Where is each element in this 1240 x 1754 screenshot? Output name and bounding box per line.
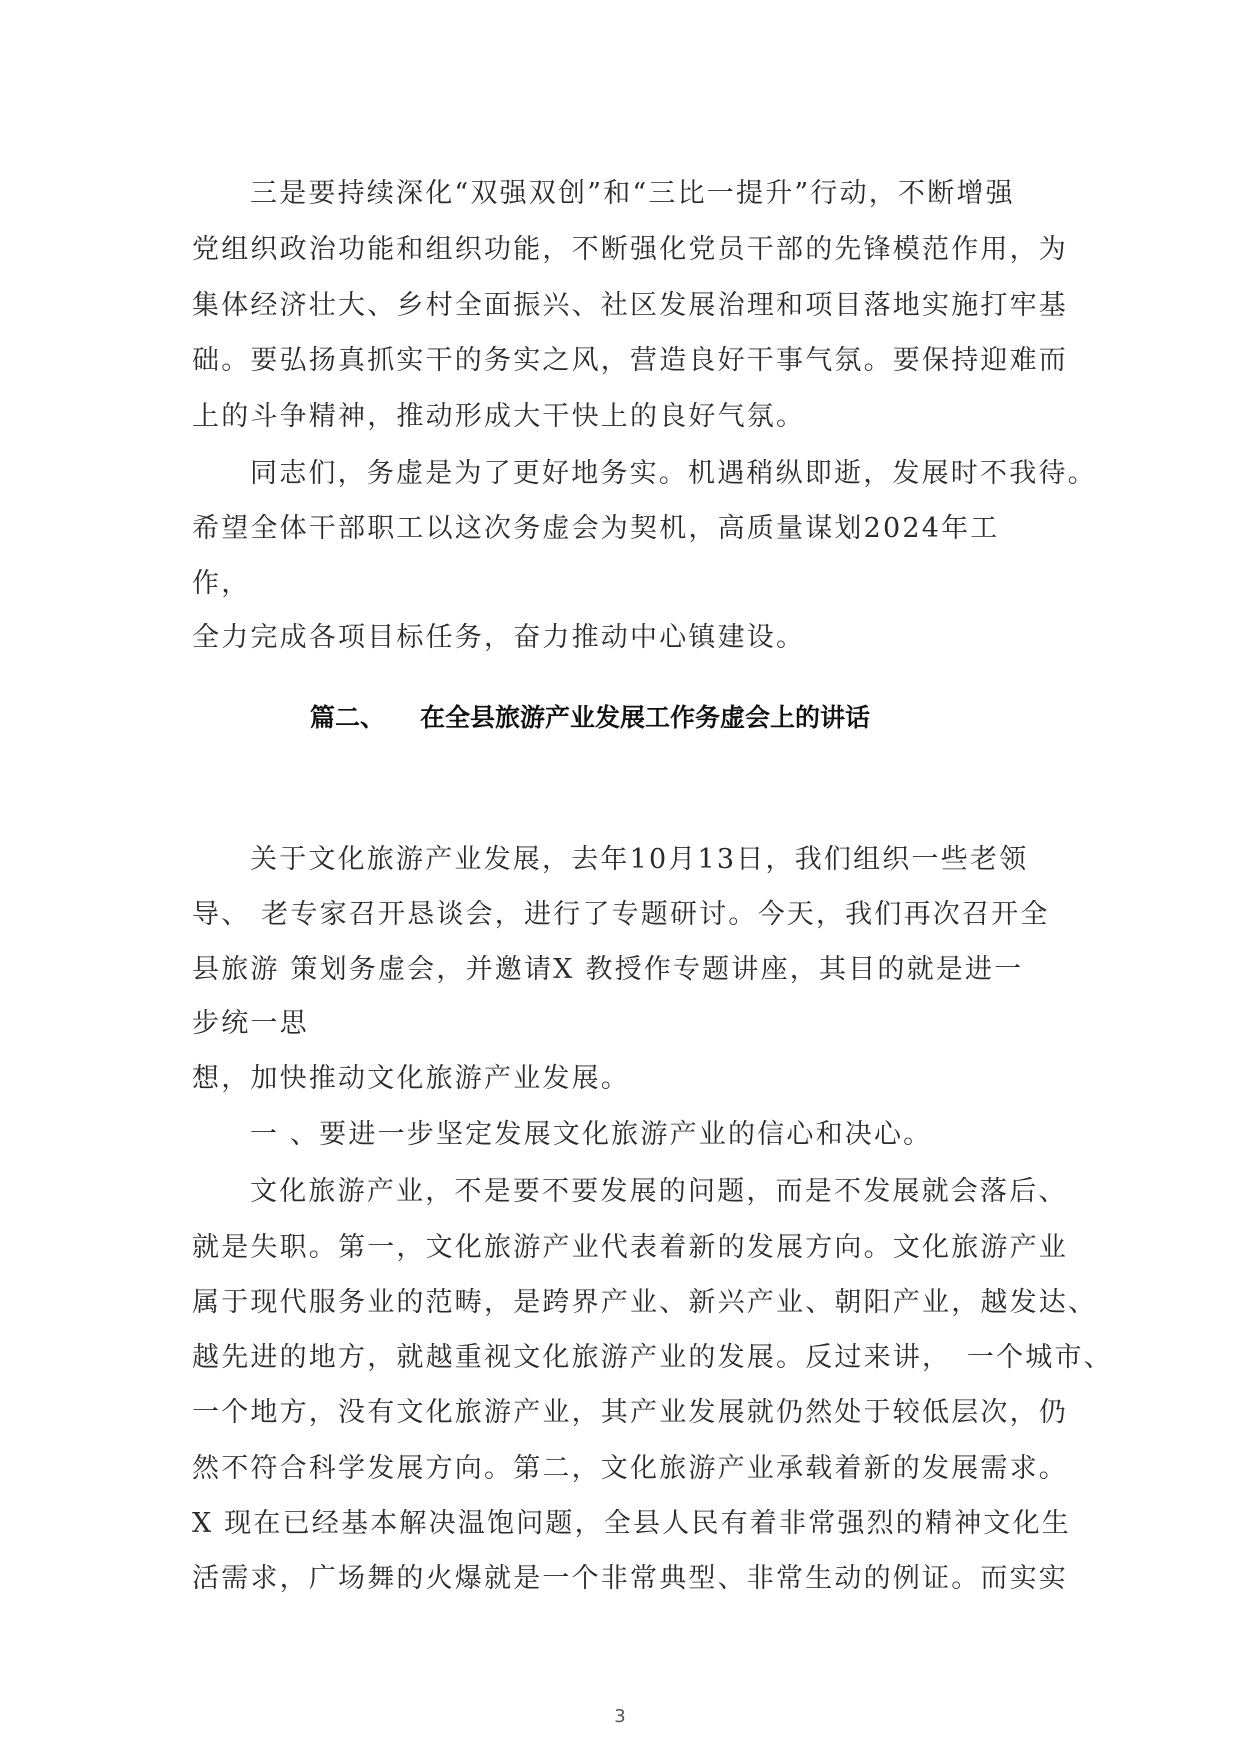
paragraph-line: 关于文化旅游产业发展，去年10月13日，我们组织一些老领 <box>250 844 1029 875</box>
paragraph-line: 步统一思 <box>192 1008 309 1039</box>
paragraph-line: 然不符合科学发展方向。第二，文化旅游产业承载着新的发展需求。 <box>192 1453 1068 1484</box>
heading-number: 篇二、 <box>310 703 386 732</box>
paragraph-line: 三是要持续深化“双强双创”和“三比一提升”行动，不断增强 <box>250 178 1015 209</box>
page-number: 3 <box>614 1706 626 1727</box>
paragraph-line: X 现在已经基本解决温饱问题，全县人民有着非常强烈的精神文化生 <box>192 1508 1072 1539</box>
paragraph-line: 活需求，广场舞的火爆就是一个非常典型、非常生动的例证。而实实 <box>192 1563 1068 1594</box>
heading-title: 在全县旅游产业发展工作务虚会上的讲话 <box>420 703 871 732</box>
paragraph-line: 希望全体干部职工以这次务虚会为契机，高质量谋划2024年工 <box>192 513 1000 544</box>
paragraph-line: 同志们，务虚是为了更好地务实。机遇稍纵即逝，发展时不我待。 <box>250 458 1097 489</box>
paragraph-line: 属于现代服务业的范畴，是跨界产业、新兴产业、朝阳产业，越发达、 <box>192 1287 1098 1318</box>
paragraph-line: 想，加快推动文化旅游产业发展。 <box>192 1063 630 1094</box>
paragraph-line: 础。要弘扬真抓实干的务实之风，营造良好干事气氛。要保持迎难而 <box>192 345 1068 376</box>
paragraph-line: 全力完成各项目标任务，奋力推动中心镇建设。 <box>192 622 806 653</box>
paragraph-line: 党组织政治功能和组织功能，不断强化党员干部的先锋模范作用，为 <box>192 234 1068 265</box>
paragraph-line: 越先进的地方，就越重视文化旅游产业的发展。反过来讲， 一个城市、 <box>192 1342 1113 1373</box>
paragraph-line: 一个地方，没有文化旅游产业，其产业发展就仍然处于较低层次，仍 <box>192 1397 1068 1428</box>
section-heading <box>310 700 870 736</box>
paragraph-line: 文化旅游产业，不是要不要发展的问题，而是不发展就会落后、 <box>250 1176 1068 1207</box>
paragraph-line: 上的斗争精神，推动形成大干快上的良好气氛。 <box>192 401 806 432</box>
paragraph-line: 县旅游 策划务虚会，并邀请X 教授作专题讲座，其目的就是进一 <box>192 954 1024 985</box>
paragraph-line: 导、 老专家召开恳谈会，进行了专题研讨。今天，我们再次召开全 <box>192 899 1050 930</box>
paragraph-line: 作， <box>192 568 251 599</box>
paragraph-line: 一 、要进一步坚定发展文化旅游产业的信心和决心。 <box>250 1119 933 1150</box>
paragraph-line: 就是失职。第一，文化旅游产业代表着新的发展方向。文化旅游产业 <box>192 1232 1068 1263</box>
paragraph-line: 集体经济壮大、乡村全面振兴、社区发展治理和项目落地实施打牢基 <box>192 290 1068 321</box>
